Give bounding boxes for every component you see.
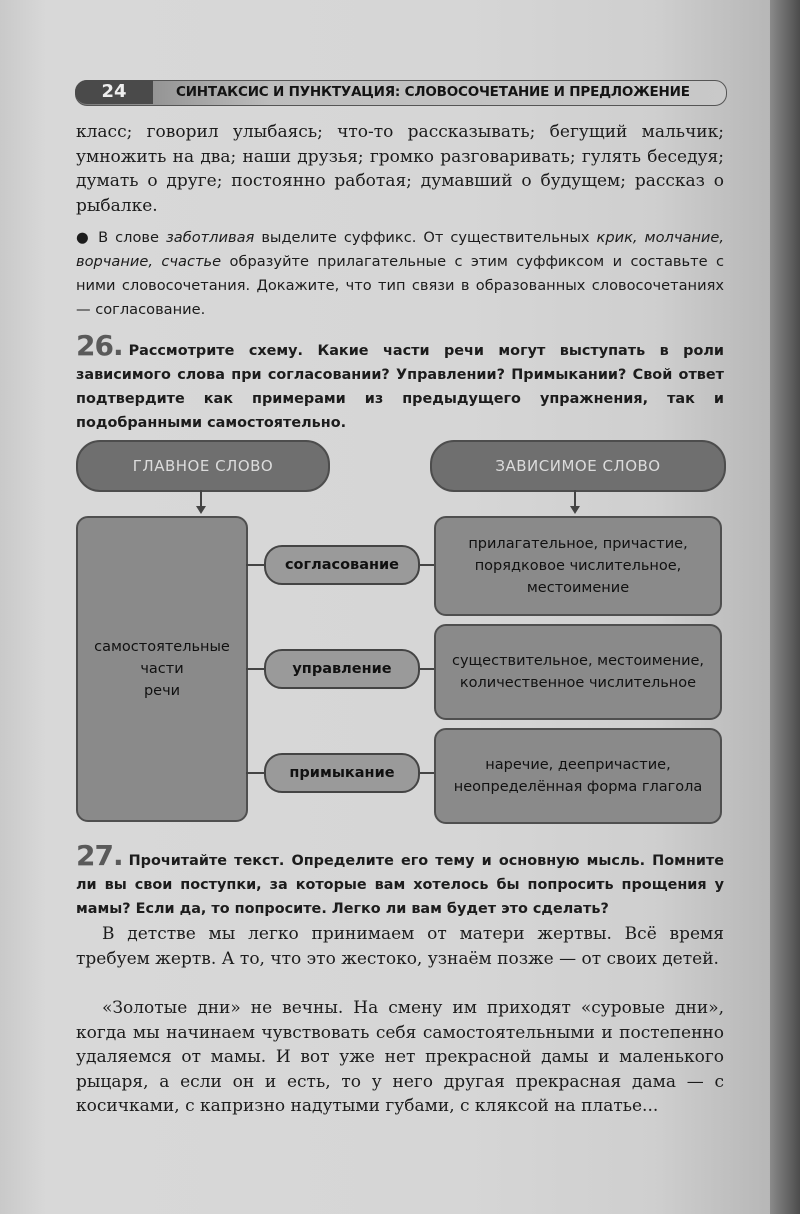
arrow-head-main [196,506,206,514]
link-adjoining: примыкание [264,753,420,793]
dependent-word-header: ЗАВИСИМОЕ СЛОВО [430,440,726,492]
dependent-box-2: существительное, местоимение, количественное числительное [434,624,722,720]
task-27: 27. Прочитайте текст. Определите его тему и основную мысль. Помните ли вы свои поступки, за которые вам хотелось бы попросить прощения у мамы? Если да, то попросите. Легко ли вам будет это сделать? [76,839,724,917]
chapter-title: СИНТАКСИС И ПУНКТУАЦИЯ: СЛОВОСОЧЕТАНИЕ И ПРЕДЛОЖЕНИЕ [176,84,690,100]
main-word-box: самостоятельные части речи [76,516,248,822]
arrow-head-dependent [570,506,580,514]
link-line-2b [418,668,434,670]
main-word-header: ГЛАВНОЕ СЛОВО [76,440,330,492]
text-27-paragraph-2: «Золотые дни» не вечны. На смену им приходят «суровые дни», когда мы начинаем чувствовать себя самостоятельными и постепенно удаляемся от мамы. И вот уже нет прекрасной дамы и маленького рыцаря, а если он и есть, то у него другая прекрасная дама — с косичками, с капризно надутыми губами, с кляксой на платье... [76,998,724,1117]
exercise-25-text: класс; говорил улыбаясь; что-то рассказывать; бегущий мальчик; умножить на два; наши друзья; громко разговаривать; гулять беседуя; думать о друге; постоянно работая; думавший о будущем; рассказ о рыбалке. [76,122,724,216]
link-line-1b [418,564,434,566]
page-number: 24 [75,80,153,104]
dependent-box-3: наречие, деепричастие, неопределённая форма глагола [434,728,722,824]
link-line-1 [246,564,266,566]
text-27-paragraph-1: В детстве мы легко принимаем от матери жертвы. Всё время требуем жертв. А то, что это жестоко, узнаём позже — от своих детей. [76,924,724,969]
task-26-number: 26. [76,329,123,362]
bullet-task: ● В слове заботливая выделите суффикс. От существительных крик, молчание, ворчание, счастье образуйте прилагательные с этим суффиксом и составьте с ними словосочетания. Докажите, что тип связи в образованных словосочетаниях — согласование. [76,229,725,318]
bullet-icon: ● [76,229,99,246]
link-government: управление [264,649,420,689]
task-26: 26. Рассмотрите схему. Какие части речи могут выступать в роли зависимого слова при согласовании? Управлении? Примыкании? Свой ответ подтвердите как примерами из предыдущего упражнения, так и подобранными самостоятельно. [76,329,724,431]
link-agreement: согласование [264,545,420,585]
link-line-3 [246,772,266,774]
task-27-number: 27. [76,839,123,872]
link-line-2 [246,668,266,670]
link-line-3b [418,772,434,774]
dependent-box-1: прилагательное, причастие, порядковое числительное, местоимение [434,516,722,616]
page-edge [770,0,800,1214]
